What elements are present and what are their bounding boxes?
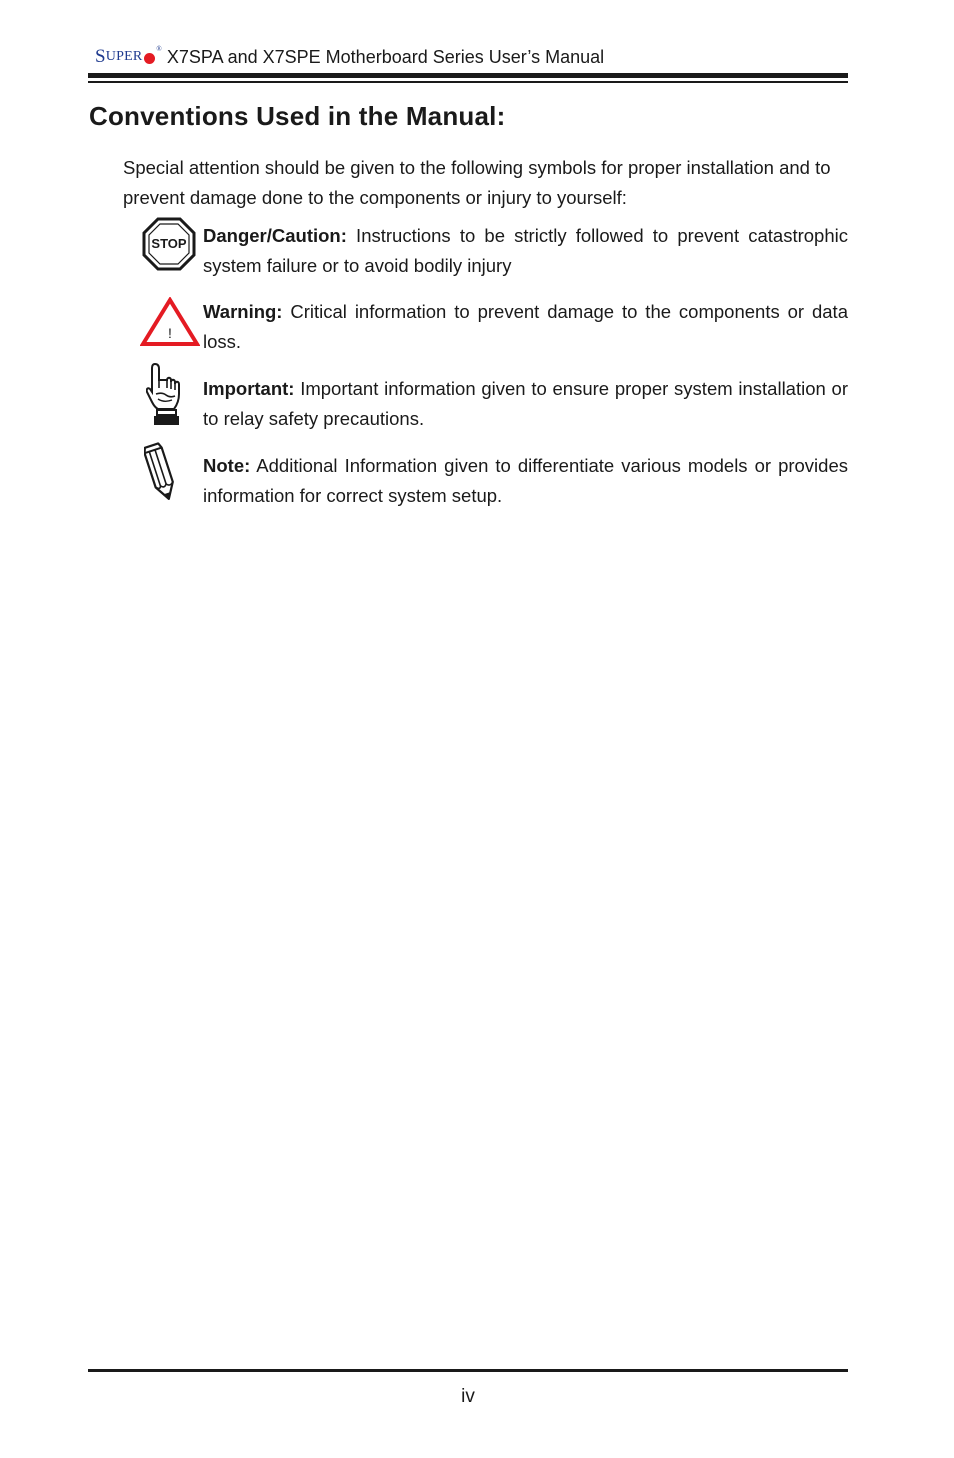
intro-paragraph: Special attention should be given to the following symbols for proper installation and to prevent damage done to the components or injury to yourself:: [123, 157, 831, 208]
stop-sign-icon: [142, 217, 196, 271]
convention-label: Warning:: [203, 301, 283, 322]
manual-title: X7SPA and X7SPE Motherboard Series User’s Manual: [166, 46, 605, 67]
warning-mark: !: [168, 325, 172, 341]
convention-danger: [203, 221, 848, 280]
warning-triangle-icon: [140, 297, 200, 347]
logo-rest: UPER: [105, 49, 143, 64]
convention-important: [203, 374, 848, 433]
section-title: Conventions Used in the Manual:: [89, 101, 506, 131]
logo-cap: S: [95, 46, 106, 67]
convention-label: Important:: [203, 378, 295, 399]
logo-dot-icon: [144, 53, 155, 64]
convention-text: Critical information to prevent damage to the components or data loss.: [203, 301, 848, 352]
header-rule-thin: [88, 81, 848, 83]
convention-label: Danger/Caution:: [203, 225, 347, 246]
page-number: iv: [461, 1386, 475, 1407]
convention-warning: [203, 297, 848, 356]
convention-note: [203, 451, 848, 510]
pointing-hand-icon: [146, 362, 182, 426]
logo-registered-mark: ®: [156, 45, 162, 53]
stop-sign-text: STOP: [151, 236, 187, 251]
convention-label: Note:: [203, 455, 251, 476]
footer-rule: [88, 1369, 848, 1372]
convention-text: Additional Information given to differentiate various models or provides information for correct system setup.: [203, 455, 848, 506]
supermicro-logo: [95, 46, 162, 68]
header-rule-thick: [88, 73, 848, 78]
convention-text: Instructions to be strictly followed to prevent catastrophic system failure or to avoid bodily injury: [203, 225, 848, 276]
pencil-note-icon: [144, 440, 184, 502]
convention-text: Important information given to ensure proper system installation or to relay safety precautions.: [203, 378, 848, 429]
page-header: [95, 44, 848, 70]
